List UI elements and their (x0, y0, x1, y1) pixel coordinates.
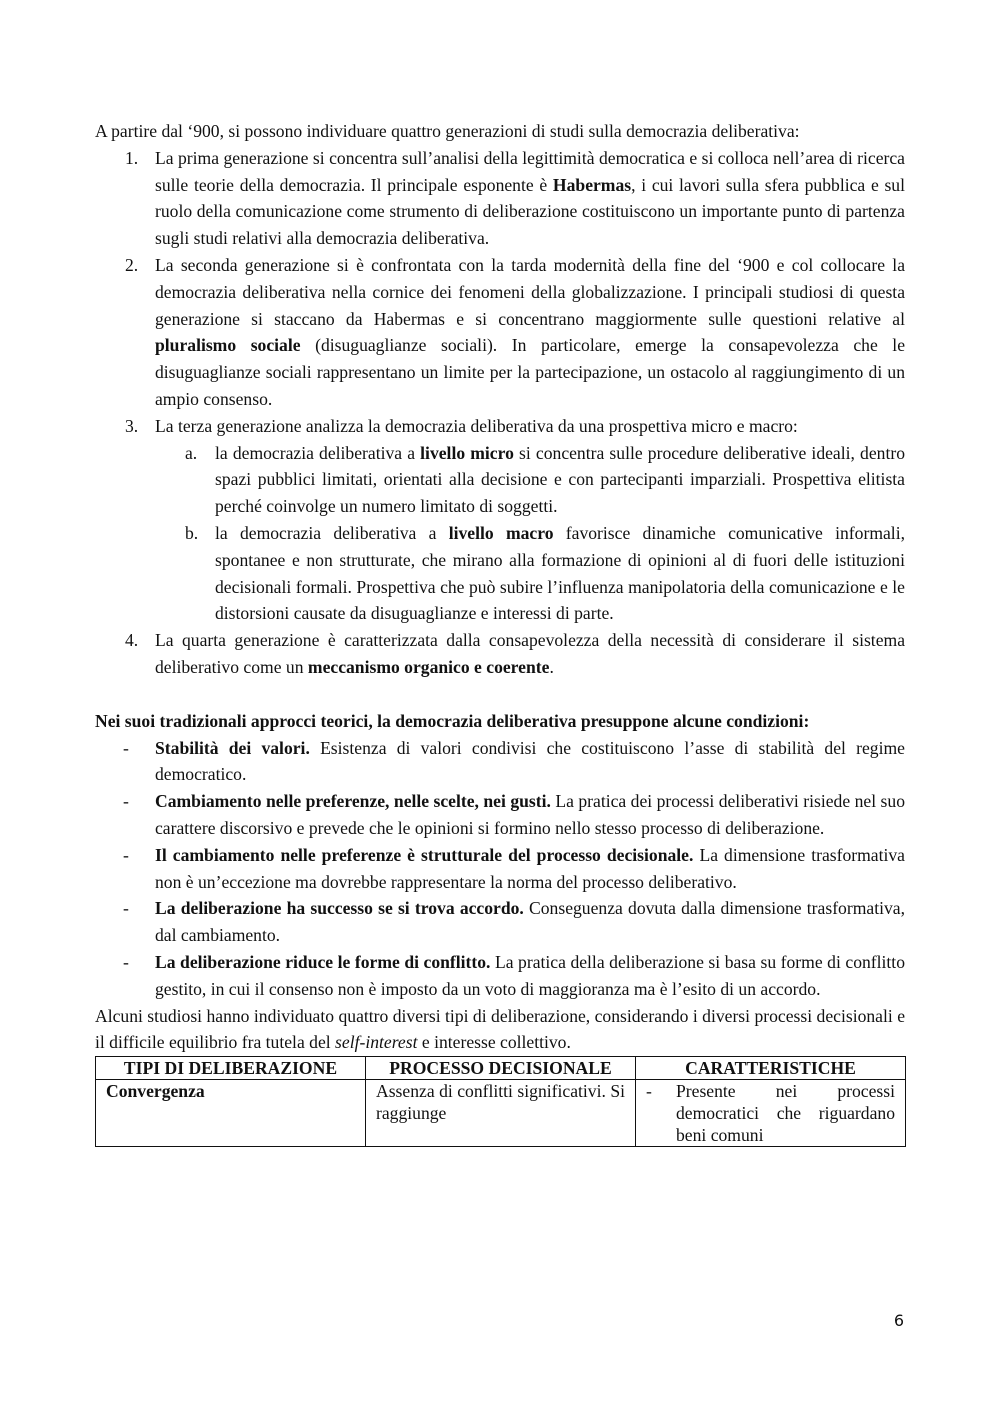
condition-item (123, 842, 905, 896)
generation-item-2 (125, 252, 905, 413)
intro-paragraph: A partire dal ‘900, si possono individuare quattro generazioni di studi sulla democrazia deliberativa: (95, 121, 800, 141)
feature-item (646, 1080, 895, 1146)
generation-highlight: meccanismo organico e coerente (307, 656, 550, 677)
type-name: Convergenza (106, 1081, 205, 1102)
condition-item (123, 949, 905, 1003)
table-row (96, 1080, 906, 1147)
perspective-highlight: livello macro (448, 522, 554, 543)
dash-marker: - (123, 791, 129, 812)
table-header-row (96, 1057, 906, 1080)
perspective-highlight: livello micro (420, 442, 514, 463)
condition-text: La dimensione trasformativa non è un’eccezione ma dovrebbe rappresentare la norma del processo deliberativo. (155, 844, 905, 892)
condition-title: La deliberazione ha successo se si trova accordo. (155, 898, 524, 919)
sublist-letter: b. (185, 522, 199, 543)
generation-text: La terza generazione analizza la democrazia deliberativa da una prospettiva micro e macro: (155, 415, 798, 436)
closing-text-pre: Alcuni studiosi hanno individuato quattro diversi tipi di deliberazione, considerando i diversi processi decisionali e il difficile equilibrio fra tutela del (95, 1005, 905, 1053)
condition-item (123, 788, 905, 842)
condition-title: Cambiamento nelle preferenze, nelle scelte, nei gusti. (155, 791, 551, 812)
condition-item (123, 735, 905, 789)
list-number: 2. (125, 254, 139, 275)
conditions-heading: Nei suoi tradizionali approcci teorici, la democrazia deliberativa presuppone alcune condizioni: (95, 710, 810, 731)
generations-list (95, 145, 905, 681)
dash-marker: - (646, 1081, 652, 1102)
generation-text-pre: La prima generazione si concentra sull’analisi della legittimità democratica e si colloca nell’area di ricerca sulle teorie della democrazia. Il principale esponente è (155, 147, 905, 195)
condition-item (123, 895, 905, 949)
list-number: 4. (125, 630, 139, 651)
dash-marker: - (123, 844, 129, 865)
feature-text: Presente nei processi democratici che riguardano beni comuni (676, 1081, 895, 1146)
closing-paragraph (95, 1003, 905, 1057)
list-number: 1. (125, 147, 139, 168)
perspective-sublist (155, 440, 905, 628)
condition-text: Conseguenza dovuta dalla dimensione trasformativa, dal cambiamento. (155, 898, 905, 946)
cell-features (636, 1080, 906, 1147)
generation-item-1 (125, 145, 905, 252)
generation-highlight: Habermas (552, 174, 632, 195)
header-cell-process: PROCESSO DECISIONALE (366, 1057, 636, 1080)
generation-item-4 (125, 627, 905, 681)
condition-title: La deliberazione riduce le forme di conflitto. (155, 951, 491, 972)
cell-type (96, 1080, 366, 1147)
perspective-item-micro (185, 440, 905, 520)
page-number: 6 (893, 1311, 904, 1330)
generation-text-pre: La seconda generazione si è confrontata con la tarda modernità della fine del ‘900 e col collocare la democrazia deliberativa nella cornice dei fenomeni della globalizzazione. I principali studiosi di questa generazione si staccano da Habermas e si concentrano maggiormente sulle questioni relative al (155, 254, 905, 329)
perspective-text-pre: la democrazia deliberativa a (215, 442, 421, 463)
condition-text: La pratica dei processi deliberativi risiede nel suo carattere discorsivo e prevede che le opinioni si formino nello stesso processo di deliberazione. (155, 791, 905, 838)
perspective-text-pre: la democrazia deliberativa a (215, 522, 449, 543)
conditions-list (95, 735, 905, 1003)
dash-marker: - (123, 951, 129, 972)
header-cell-types: TIPI DI DELIBERAZIONE (96, 1057, 366, 1080)
document-page (95, 118, 905, 1147)
closing-text-post: e interesse collettivo. (417, 1032, 571, 1053)
perspective-text-post: favorisce dinamiche comunicative informali, spontanee e non strutturate, che mirano alla formazione di opinioni al di fuori delle istituzioni decisionali formali. Prospettiva che può subire l’influenza manipolatoria della comunicazione e le distorsioni causate da disuguaglianze e interessi di parte. (215, 522, 905, 624)
header-cell-features: CARATTERISTICHE (636, 1057, 906, 1080)
generation-item-3 (125, 413, 905, 627)
condition-text: Esistenza di valori condivisi che costituiscono l’asse di stabilità del regime democratico. (155, 737, 905, 785)
generation-highlight: pluralismo sociale (155, 335, 301, 356)
perspective-text-post: si concentra sulle procedure deliberative ideali, dentro spazi pubblici limitati, orientati alla decisione e con partecipanti imparziali. Prospettiva elitista perché coinvolge un numero limitato di soggetti. (215, 442, 905, 517)
list-number: 3. (125, 415, 139, 436)
cell-process: Assenza di conflitti significativi. Si raggiunge (366, 1080, 636, 1147)
dash-marker: - (123, 898, 129, 919)
closing-italic-term: self-interest (335, 1032, 418, 1053)
generation-text-post: (disuguaglianze sociali). In particolare, emerge la consapevolezza che le disuguaglianze sociali rappresentano un limite per la partecipazione, un ostacolo al raggiungimento di un ampio consenso. (155, 335, 905, 409)
generation-text-pre: La quarta generazione è caratterizzata dalla consapevolezza della necessità di considerare il sistema deliberativo come un (155, 630, 905, 677)
condition-title: Il cambiamento nelle preferenze è strutturale del processo decisionale. (155, 844, 694, 865)
generation-text-post: , i cui lavori sulla sfera pubblica e sul ruolo della comunicazione come strumento di deliberazione costituiscono un importante punto di partenza sugli studi relativi alla democrazia deliberativa. (155, 174, 905, 249)
deliberation-types-table (95, 1056, 906, 1147)
condition-title: Stabilità dei valori. (155, 737, 310, 758)
sublist-letter: a. (185, 442, 198, 463)
condition-text: La pratica della deliberazione si basa su forme di conflitto gestito, in cui il consenso non è imposto da un voto di maggioranza ma è l’esito di un accordo. (155, 951, 905, 999)
dash-marker: - (123, 737, 129, 758)
generation-text-post: . (549, 656, 554, 677)
perspective-item-macro (185, 520, 905, 627)
